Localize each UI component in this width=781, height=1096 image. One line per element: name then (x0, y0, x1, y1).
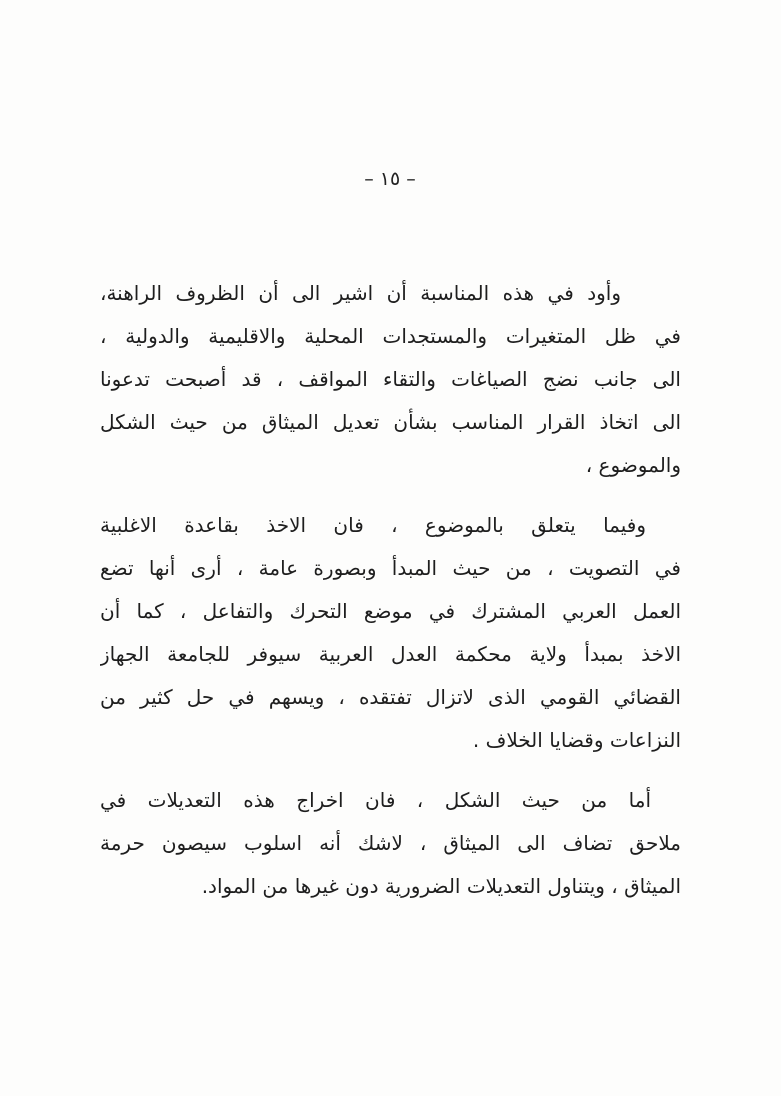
text-line: النزاعات وقضايا الخلاف . (472, 728, 681, 752)
text-line: الى اتخاذ القرار المناسب بشأن تعديل الميثاق من حيث الشكل (100, 410, 681, 434)
paragraph-1 (100, 272, 681, 487)
text-line: الميثاق ، ويتناول التعديلات الضرورية دون غيرها من المواد. (201, 874, 681, 898)
text-line: أما من حيث الشكل ، فان اخراج هذه التعديلات في (100, 788, 651, 812)
text-line: الاخذ بمبدأ ولاية محكمة العدل العربية سيوفر للجامعة الجهاز (100, 642, 681, 666)
paragraph-3 (100, 779, 681, 908)
text-line: في ظل المتغيرات والمستجدات المحلية والاقليمية والدولية ، (100, 324, 681, 348)
page-number: – ١٥ – (364, 168, 416, 190)
text-line: في التصويت ، من حيث المبدأ وبصورة عامة ، أرى أنها تضع (100, 556, 681, 580)
text-line: القضائي القومي الذى لاتزال تفتقده ، ويسهم في حل كثير من (100, 685, 681, 709)
text-line: الى جانب نضج الصياغات والتقاء المواقف ، قد أصبحت تدعونا (100, 367, 681, 391)
text-line: وفيما يتعلق بالموضوع ، فان الاخذ بقاعدة الاغلبية (100, 513, 646, 537)
text-line: ملاحق تضاف الى الميثاق ، لاشك أنه اسلوب سيصون حرمة (100, 831, 681, 855)
paragraph-2 (100, 504, 681, 762)
document-body (100, 272, 681, 925)
text-line: والموضوع ، (585, 453, 681, 477)
text-line: العمل العربي المشترك في موضع التحرك والتفاعل ، كما أن (100, 599, 681, 623)
text-line: وأود في هذه المناسبة أن اشير الى أن الظروف الراهنة، (100, 281, 621, 305)
